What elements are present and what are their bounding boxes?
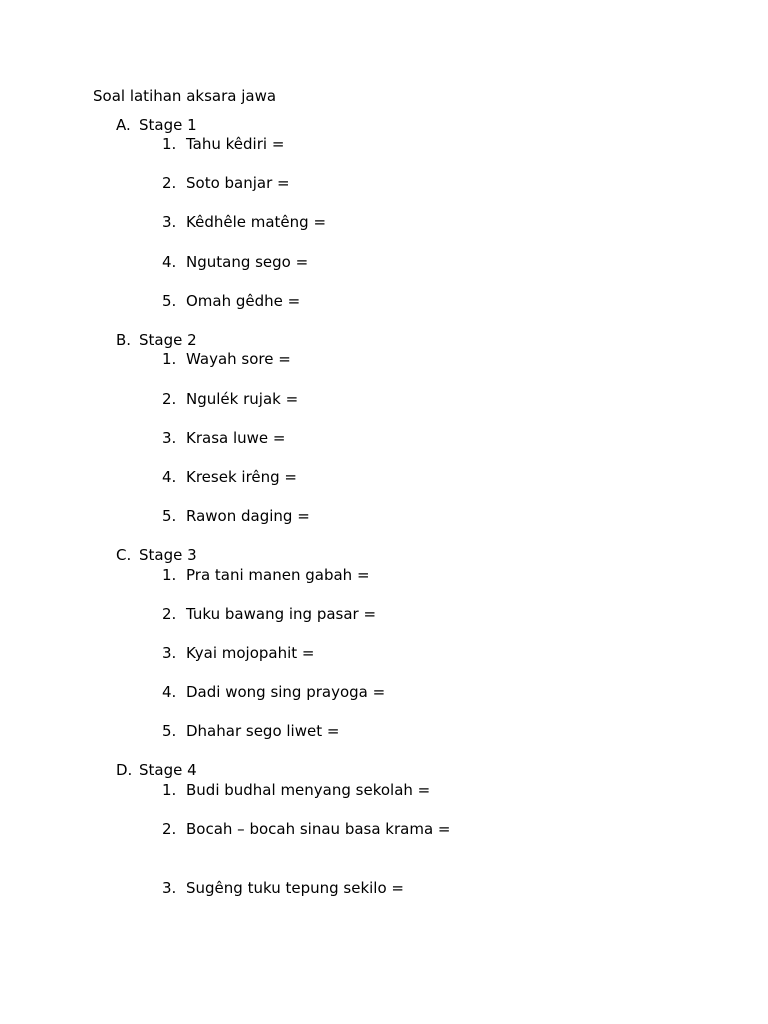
section-label: Stage 2: [139, 331, 197, 349]
item-text: Krasa luwe =: [186, 429, 286, 447]
item-marker: 3.: [162, 213, 177, 231]
item-marker: 1.: [162, 135, 177, 153]
section-label: Stage 4: [139, 761, 197, 779]
section-marker: D.: [116, 761, 133, 779]
item-marker: 5.: [162, 507, 177, 525]
item-text: Soto banjar =: [186, 174, 290, 192]
item-text: Budi budhal menyang sekolah =: [186, 781, 431, 799]
item-text: Sugêng tuku tepung sekilo =: [186, 879, 404, 897]
item-marker: 1.: [162, 350, 177, 368]
item-text: Dadi wong sing prayoga =: [186, 683, 386, 701]
item-marker: 1.: [162, 566, 177, 584]
item-marker: 3.: [162, 879, 177, 897]
section-marker: B.: [116, 331, 132, 349]
item-marker: 2.: [162, 390, 177, 408]
item-marker: 4.: [162, 468, 177, 486]
item-text: Ngutang sego =: [186, 253, 309, 271]
item-marker: 5.: [162, 292, 177, 310]
section-marker: C.: [116, 546, 132, 564]
item-text: Omah gêdhe =: [186, 292, 301, 310]
item-marker: 2.: [162, 605, 177, 623]
item-marker: 5.: [162, 722, 177, 740]
section-label: Stage 3: [139, 546, 197, 564]
item-text: Dhahar sego liwet =: [186, 722, 340, 740]
item-marker: 2.: [162, 174, 177, 192]
item-marker: 4.: [162, 253, 177, 271]
item-marker: 3.: [162, 644, 177, 662]
item-text: Kêdhêle matêng =: [186, 213, 327, 231]
item-marker: 4.: [162, 683, 177, 701]
item-text: Kyai mojopahit =: [186, 644, 315, 662]
item-marker: 1.: [162, 781, 177, 799]
item-marker: 3.: [162, 429, 177, 447]
item-text: Rawon daging =: [186, 507, 310, 525]
document-title: Soal latihan aksara jawa: [93, 87, 277, 105]
item-text: Kresek irêng =: [186, 468, 297, 486]
item-text: Ngulék rujak =: [186, 390, 299, 408]
item-marker: 2.: [162, 820, 177, 838]
section-marker: A.: [116, 116, 131, 134]
item-text: Tuku bawang ing pasar =: [186, 605, 377, 623]
item-text: Wayah sore =: [186, 350, 291, 368]
item-text: Tahu kêdiri =: [186, 135, 285, 153]
item-text: Bocah – bocah sinau basa krama =: [186, 820, 451, 838]
section-label: Stage 1: [139, 116, 197, 134]
item-text: Pra tani manen gabah =: [186, 566, 370, 584]
